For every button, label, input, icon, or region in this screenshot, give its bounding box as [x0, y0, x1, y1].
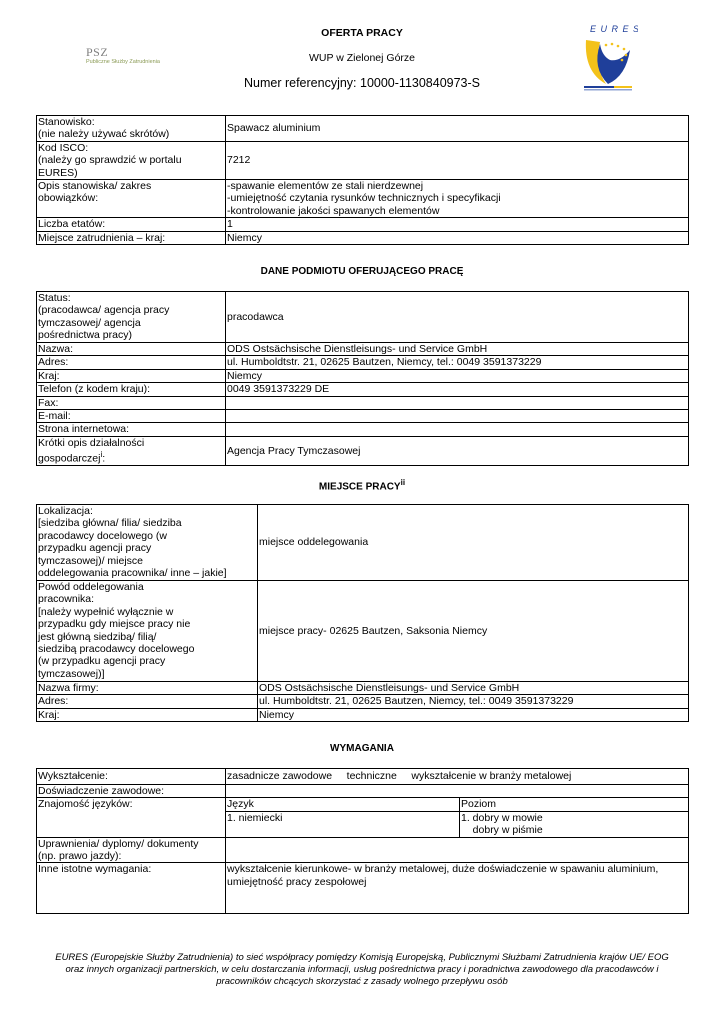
table-row	[37, 343, 689, 356]
other-requirements-label: Inne istotne wymagania:	[37, 863, 226, 914]
footer-line: EURES (Europejskie Służby Zatrudnienia) to sieć współpracy pomiędzy Komisją Europejską, Publicznymi Służbami Zatrudnienia krajów UE/ EOG	[55, 952, 669, 963]
eures-logo	[580, 22, 638, 94]
employer-address-label: Adres:	[37, 356, 226, 369]
employer-website-label: Strona internetowa:	[37, 423, 226, 436]
location-value: miejsce oddelegowania	[258, 505, 689, 581]
level-header: Poziom	[460, 798, 689, 811]
table-row	[37, 396, 689, 409]
isco-code-value: 7212	[226, 141, 689, 179]
table-row	[37, 581, 689, 682]
experience-value	[226, 785, 689, 798]
business-description-label: Krótki opis działalności gospodarczej$^i$:	[37, 436, 226, 465]
table-row	[37, 383, 689, 396]
table-row	[37, 769, 689, 785]
eures-logo-graphic	[580, 22, 638, 94]
table-row	[37, 292, 689, 343]
company-name-value: ODS Ostsächsische Dienstleisungs- und Service GmbH	[258, 682, 689, 695]
employment-country-label: Miejsce zatrudnienia – kraj:	[37, 231, 226, 244]
workplace-country-value: Niemcy	[258, 708, 689, 721]
employer-table	[36, 291, 689, 466]
positions-count-value: 1	[226, 218, 689, 231]
psz-logo-caption: Publiczne Służby Zatrudnienia	[86, 59, 160, 65]
isco-code-label: Kod ISCO: (należy go sprawdzić w portalu EURES)	[37, 141, 226, 179]
delegation-reason-value: miejsce pracy- 02625 Bautzen, Saksonia Niemcy	[258, 581, 689, 682]
employer-address-value: ul. Humboldtstr. 21, 02625 Bautzen, Niemcy, tel.: 0049 3591373229	[226, 356, 689, 369]
table-row	[37, 682, 689, 695]
business-description-value: Agencja Pracy Tymczasowej	[226, 436, 689, 465]
employer-email-value	[226, 410, 689, 423]
employer-status-value: pracodawca	[226, 292, 689, 343]
table-row	[37, 505, 689, 581]
table-row	[37, 436, 689, 465]
employer-status-label: Status: (pracodawca/ agencja pracy tymczasowej/ agencja pośrednictwa pracy)	[37, 292, 226, 343]
other-requirements-value: wykształcenie kierunkowe- w branży metalowej, duże doświadczenie w spawaniu aluminium, umiejętność pracy zespołowej	[226, 863, 689, 914]
footer-line: oraz innych organizacji partnerskich, w celu dostarczania informacji, usług pośrednictwa pracy i poradnictwa zawodowego dla pracodawców i	[65, 964, 659, 975]
svg-text:E U R E S: E U R E S	[590, 24, 638, 34]
language-header: Język	[226, 798, 460, 811]
table-row	[37, 356, 689, 369]
table-row	[37, 116, 689, 142]
table-row	[37, 695, 689, 708]
table-row	[37, 798, 689, 811]
employer-country-value: Niemcy	[226, 369, 689, 382]
document-title: OFERTA PRACY	[321, 27, 403, 39]
table-row	[37, 837, 689, 863]
psz-logo-mark: PSZ	[86, 45, 109, 59]
office-name: WUP w Zielonej Górze	[308, 52, 415, 64]
language-level: 1. dobry w mowie dobry w piśmie	[460, 811, 689, 837]
position-title-label: Stanowisko: (nie należy używać skrótów)	[37, 116, 226, 142]
permissions-label: Uprawnienia/ dyplomy/ dokumenty (np. prawo jazdy):	[37, 837, 226, 863]
location-label: Lokalizacja: [siedziba główna/ filia/ siedziba pracodawcy docelowego (w przypadku agencji pracy tymczasowej)/ miejsce oddelegowania pracownika/ inne – jakie]	[37, 505, 258, 581]
table-row	[37, 180, 689, 218]
employer-name-value: ODS Ostsächsische Dienstleisungs- und Service GmbH	[226, 343, 689, 356]
employment-country-value: Niemcy	[226, 231, 689, 244]
table-row	[37, 708, 689, 721]
employer-name-label: Nazwa:	[37, 343, 226, 356]
employer-fax-value	[226, 396, 689, 409]
experience-label: Doświadczenie zawodowe:	[37, 785, 226, 798]
employer-fax-label: Fax:	[37, 396, 226, 409]
table-row	[37, 410, 689, 423]
table-row	[37, 218, 689, 231]
footer-line: pracowników chcących skorzystać z zasady wolnego przepływu osób	[216, 976, 508, 987]
workplace-table	[36, 504, 689, 722]
positions-count-label: Liczba etatów:	[37, 218, 226, 231]
employer-email-label: E-mail:	[37, 410, 226, 423]
psz-logo	[86, 46, 186, 72]
education-value: zasadnicze zawodowe techniczne wykształcenie w branży metalowej	[226, 769, 689, 785]
language-name: 1. niemiecki	[226, 811, 460, 837]
table-row	[37, 141, 689, 179]
table-row	[37, 369, 689, 382]
employer-phone-value: 0049 3591373229 DE	[226, 383, 689, 396]
footer-note	[40, 952, 684, 988]
company-name-label: Nazwa firmy:	[37, 682, 258, 695]
table-row	[37, 423, 689, 436]
education-label: Wykształcenie:	[37, 769, 226, 785]
job-description-label: Opis stanowiska/ zakres obowiązków:	[37, 180, 226, 218]
requirements-section-title: WYMAGANIA	[330, 743, 394, 754]
workplace-country-label: Kraj:	[37, 708, 258, 721]
position-title-value: Spawacz aluminium	[226, 116, 689, 142]
workplace-section-title: MIEJSCE PRACY$^{ii}$	[318, 478, 406, 493]
requirements-table	[36, 768, 689, 914]
table-row	[37, 863, 689, 914]
position-table	[36, 115, 689, 245]
workplace-address-value: ul. Humboldtstr. 21, 02625 Bautzen, Niemcy, tel.: 0049 3591373229	[258, 695, 689, 708]
permissions-value	[226, 837, 689, 863]
reference-number: Numer referencyjny: 10000-1130840973-S	[243, 76, 481, 90]
languages-label: Znajomość języków:	[37, 798, 226, 837]
delegation-reason-label: Powód oddelegowania pracownika: [należy wypełnić wyłącznie w przypadku gdy miejsce pracy nie jest główną siedzibą/ filią/ siedzibą pracodawcy docelowego (w przypadku agencji pracy tymczasowej)]	[37, 581, 258, 682]
employer-phone-label: Telefon (z kodem kraju):	[37, 383, 226, 396]
workplace-address-label: Adres:	[37, 695, 258, 708]
job-description-value: -spawanie elementów ze stali nierdzewnej -umiejętność czytania rysunków technicznych i specyfikacji -kontrolowanie jakości spawanych elementów	[226, 180, 689, 218]
employer-section-title: DANE PODMIOTU OFERUJĄCEGO PRACĘ	[260, 266, 464, 277]
employer-country-label: Kraj:	[37, 369, 226, 382]
table-row	[37, 785, 689, 798]
table-row	[37, 231, 689, 244]
employer-website-value	[226, 423, 689, 436]
